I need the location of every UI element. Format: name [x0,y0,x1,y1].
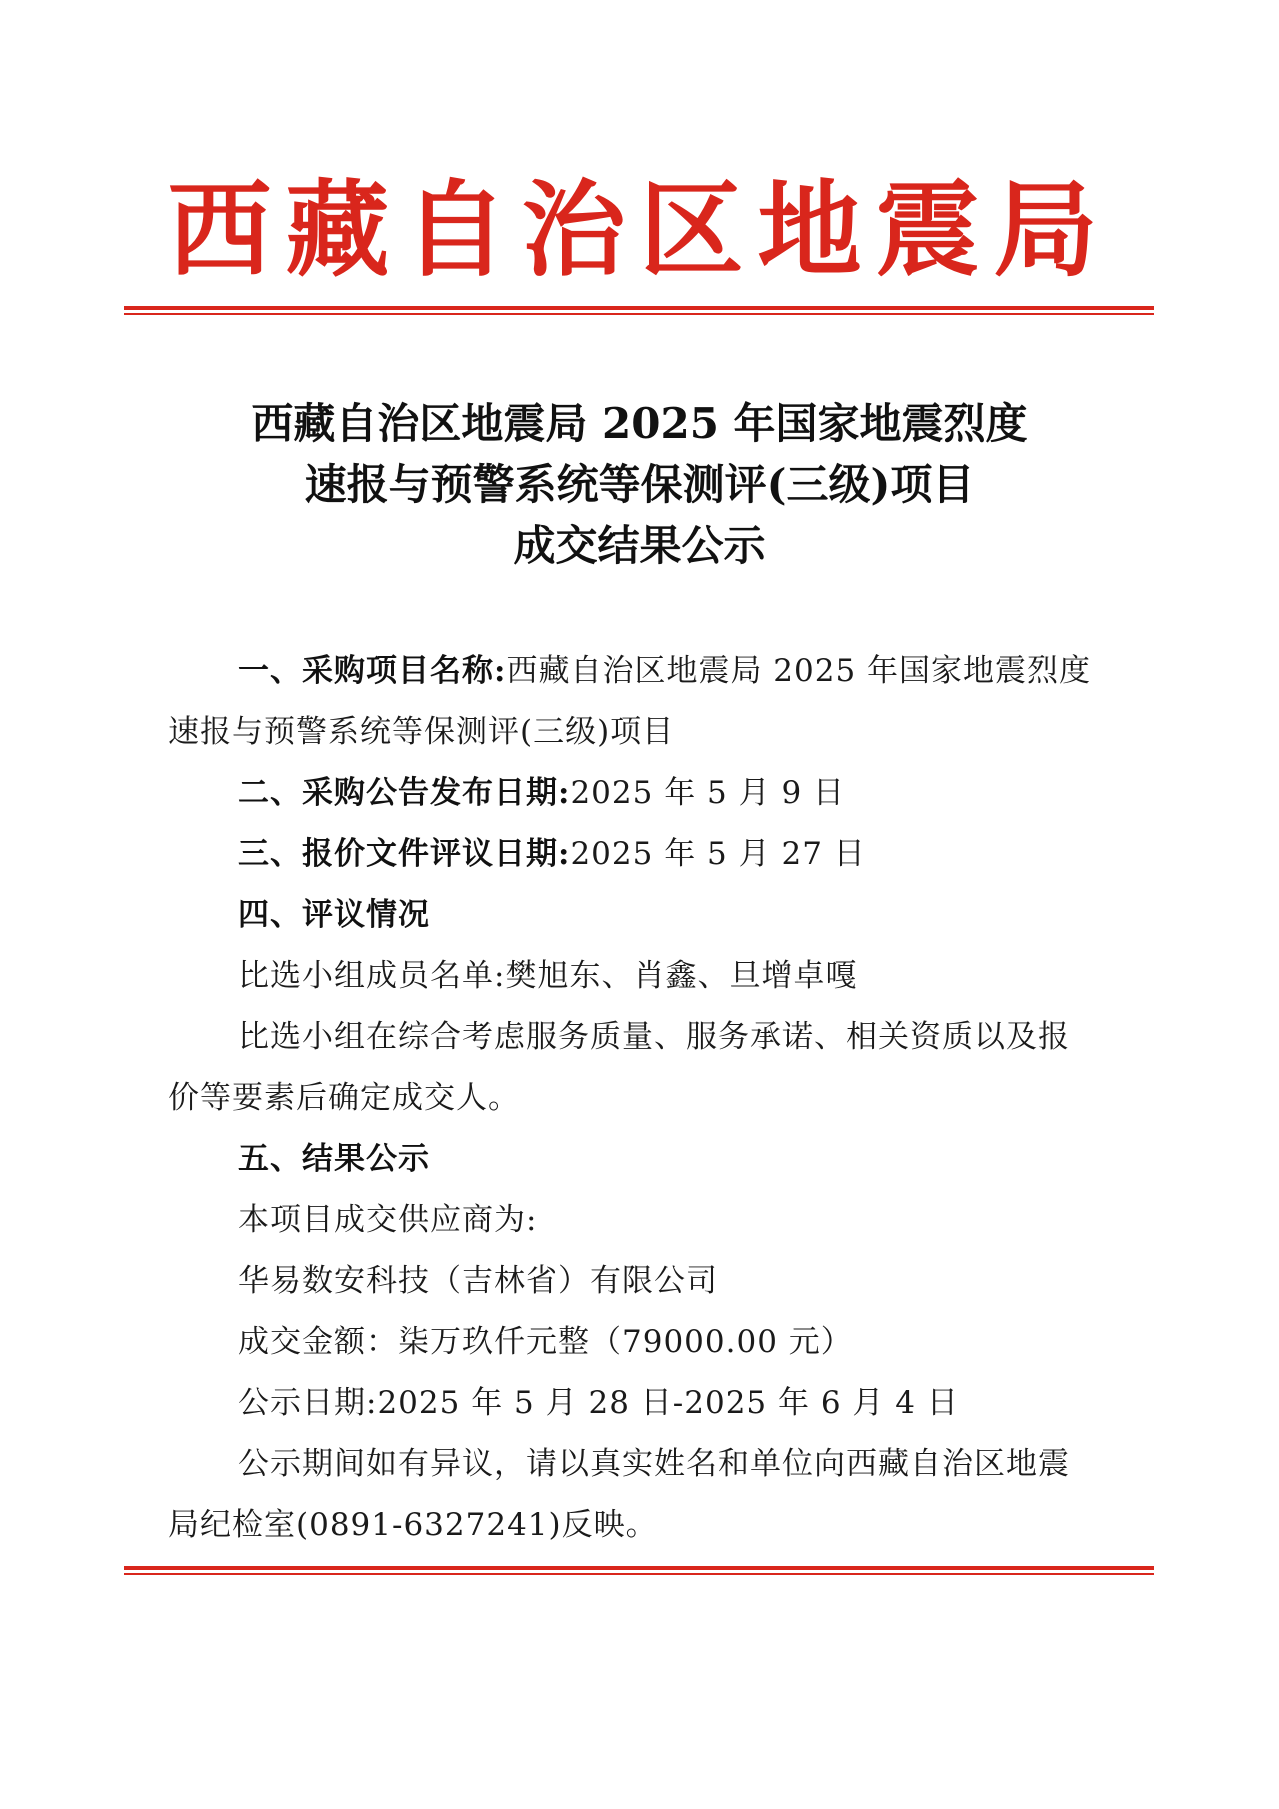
section-4-heading: 四、评议情况 [238,897,430,933]
supplier-name: 华易数安科技（吉林省）有限公司 [238,1263,718,1299]
section-2 [168,763,1128,824]
section-1-line-2: 速报与预警系统等保测评(三级)项目 [168,714,675,750]
title-line-1: 西藏自治区地震局 2025 年国家地震烈度 [251,399,1028,448]
document-title [0,393,1279,576]
divider-thick-line [124,306,1154,310]
title-line-3: 成交结果公示 [513,521,766,570]
section-3-label: 三、报价文件评议日期: [238,836,571,872]
deal-amount: 成交金额：柒万玖仟元整（79000.00 元） [238,1324,853,1360]
panel-members: 比选小组成员名单:樊旭东、肖鑫、旦增卓嘎 [238,958,858,994]
masthead-title: 西藏自治区地震局 [167,168,1112,291]
title-line-2: 速报与预警系统等保测评(三级)项目 [304,460,975,509]
footer-divider [124,1566,1154,1575]
publicity-period: 公示日期:2025 年 5 月 28 日-2025 年 6 月 4 日 [238,1385,959,1421]
section-3 [168,824,1128,885]
section-1-value: 西藏自治区地震局 2025 年国家地震烈度 [506,653,1092,689]
objection-line-2: 局纪检室(0891-6327241)反映。 [168,1507,658,1543]
section-1-label: 一、采购项目名称: [238,653,507,689]
section-2-value: 2025 年 5 月 9 日 [570,775,846,811]
masthead-divider [124,306,1154,315]
section-1-line-1 [168,641,1128,702]
divider-thin-line [124,313,1154,315]
section-5-heading: 五、结果公示 [238,1141,430,1177]
footer-thick-line [124,1566,1154,1570]
objection-line-1: 公示期间如有异议，请以真实姓名和单位向西藏自治区地震 [238,1446,1070,1482]
document-body [168,641,1128,1556]
section-3-value: 2025 年 5 月 27 日 [570,836,866,872]
evaluation-text-line-1: 比选小组在综合考虑服务质量、服务承诺、相关资质以及报 [238,1019,1070,1055]
evaluation-text-line-2: 价等要素后确定成交人。 [168,1080,520,1116]
footer-thin-line [124,1573,1154,1575]
supplier-label: 本项目成交供应商为: [238,1202,538,1238]
section-2-label: 二、采购公告发布日期: [238,775,571,811]
